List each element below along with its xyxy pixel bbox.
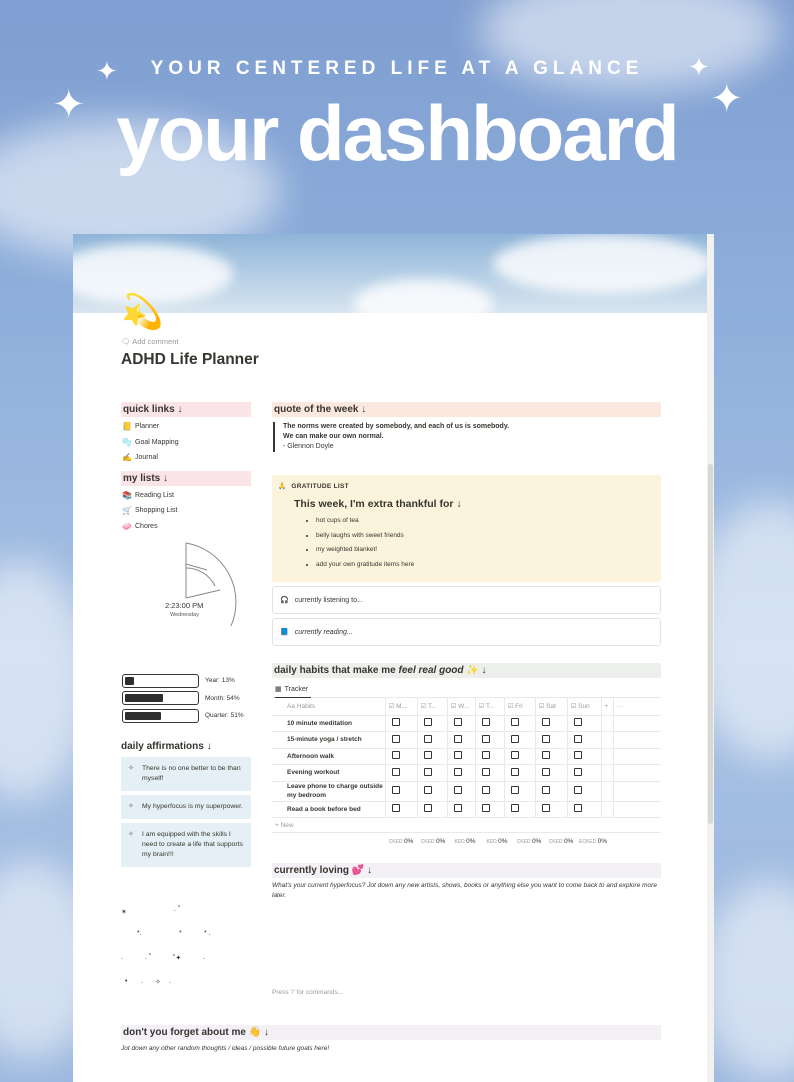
habit-cell	[475, 732, 504, 749]
calculation-cell[interactable]: KED 0%	[454, 838, 476, 845]
habit-cell	[447, 732, 475, 749]
more-options-button[interactable]: ···	[613, 698, 661, 715]
habit-checkbox[interactable]	[392, 751, 400, 759]
habit-cell	[535, 765, 567, 782]
affirmation-callout[interactable]: ✧ There is no one better to be than myself!	[121, 757, 251, 791]
habit-checkbox[interactable]	[542, 735, 550, 743]
habit-checkbox[interactable]	[574, 718, 582, 726]
loving-note[interactable]: What's your current hyperfocus? Jot down any new artists, shows, books or anything else you want to come back to and explore more later.	[272, 882, 657, 899]
star-decoration-icon: * .	[204, 930, 211, 937]
books-icon: 📚	[122, 490, 132, 500]
habit-name[interactable]: 10 minute meditation	[272, 715, 385, 732]
habit-checkbox[interactable]	[574, 804, 582, 812]
habit-cell	[475, 765, 504, 782]
right-column	[272, 402, 661, 996]
view-tabs	[272, 682, 661, 698]
book-icon: 📘	[280, 629, 289, 636]
empty-cell	[613, 765, 661, 782]
habit-checkbox[interactable]	[482, 804, 490, 812]
star-decoration-icon: ✧	[155, 979, 161, 986]
habit-cell	[385, 748, 417, 765]
list-link-chores[interactable]: 🧼 Chores	[122, 521, 158, 531]
loving-heading: currently loving 💕 ↓	[272, 863, 661, 878]
quick-link-goal-mapping[interactable]: 🫧 Goal Mapping	[122, 437, 179, 447]
star-decoration-icon: .	[141, 978, 143, 985]
habit-checkbox[interactable]	[542, 804, 550, 812]
notion-page	[73, 234, 714, 1082]
sparkles-icon: ✧	[128, 764, 134, 772]
habit-cell	[447, 748, 475, 765]
habit-cell	[385, 781, 417, 801]
habit-cell	[504, 781, 535, 801]
habit-checkbox[interactable]	[424, 718, 432, 726]
habit-cell	[417, 765, 447, 782]
hero-title: your dashboard	[116, 89, 678, 177]
habit-cell	[504, 715, 535, 732]
habit-cell	[447, 801, 475, 818]
checkbox-icon: ☑	[478, 703, 487, 711]
habit-checkbox[interactable]	[482, 751, 490, 759]
writing-hand-icon: ✍️	[122, 453, 132, 463]
column-header-habits[interactable]: Aa Habits	[272, 698, 385, 715]
affirmation-callout[interactable]: ✧ I am equipped with the skills I need to create a life that supports my brain!!!	[121, 823, 251, 867]
forget-note[interactable]: Jot down any other random thoughts / ideas / possible future goals here!	[121, 1045, 330, 1052]
affirmations-heading: daily affirmations ↓	[121, 740, 212, 752]
habit-name[interactable]: 15-minute yoga / stretch	[272, 732, 385, 749]
star-decoration-icon: ✶	[121, 909, 127, 916]
star-decoration-icon: *	[179, 930, 182, 937]
checkbox-icon: ☑	[420, 703, 429, 711]
checkbox-icon: ☑	[570, 703, 579, 711]
habit-checkbox[interactable]	[424, 751, 432, 759]
habit-checkbox[interactable]	[542, 786, 550, 794]
habit-cell	[504, 732, 535, 749]
reading-callout[interactable]: 📘 currently reading...	[272, 618, 661, 646]
list-item[interactable]: • my weighted blanket!	[316, 543, 655, 558]
habit-cell	[417, 748, 447, 765]
habit-checkbox[interactable]	[511, 786, 519, 794]
empty-cell	[613, 801, 661, 818]
progress-fill	[125, 712, 161, 720]
habit-checkbox[interactable]	[454, 804, 462, 812]
habit-cell	[567, 715, 601, 732]
habit-checkbox[interactable]	[482, 718, 490, 726]
my-lists-heading: my lists ↓	[121, 471, 251, 486]
empty-cell	[613, 715, 661, 732]
list-item[interactable]: • hot cups of tea	[316, 514, 655, 529]
habit-name[interactable]: Read a book before bed	[272, 801, 385, 818]
clock-time: 2:23:00 PM	[165, 601, 204, 610]
habit-checkbox[interactable]	[482, 735, 490, 743]
habit-cell	[447, 715, 475, 732]
listening-callout[interactable]: 🎧 currently listening to...	[272, 586, 661, 614]
habit-cell	[475, 781, 504, 801]
star-decoration-icon: •	[125, 978, 128, 985]
table-row[interactable]	[272, 801, 661, 818]
empty-block-placeholder[interactable]: Press '/' for commands...	[272, 989, 344, 996]
habit-checkbox[interactable]	[511, 804, 519, 812]
habit-cell	[504, 748, 535, 765]
calculation-cell[interactable]: CKED 0%	[548, 838, 574, 845]
soap-icon: 🧼	[122, 521, 132, 531]
star-decoration-icon: .	[203, 954, 205, 961]
habit-checkbox[interactable]	[574, 768, 582, 776]
sparkles-icon: ✧	[128, 830, 134, 838]
empty-cell	[613, 781, 661, 801]
quote-block[interactable]: The norms were created by somebody, and each of us is somebody. We can make our own normal. - Glennon Doyle	[273, 422, 661, 452]
empty-cell	[601, 801, 613, 818]
sparkle-icon: ✦	[52, 83, 86, 127]
progress-widget	[121, 672, 251, 725]
habit-checkbox[interactable]	[511, 768, 519, 776]
empty-cell	[601, 781, 613, 801]
headphones-icon: 🎧	[280, 597, 289, 604]
cover-image[interactable]	[73, 234, 714, 313]
progress-quarter: Quarter: 51%	[121, 707, 251, 725]
habit-checkbox[interactable]	[542, 768, 550, 776]
column-header-day[interactable]: ☑ Sat	[535, 698, 567, 715]
habit-cell	[535, 781, 567, 801]
habit-cell	[504, 801, 535, 818]
quote-heading: quote of the week ↓	[272, 402, 661, 417]
sparkles-icon: ✧	[128, 802, 134, 810]
calculation-cell[interactable]: ECKED 0%	[578, 838, 608, 845]
table-row[interactable]	[272, 715, 661, 732]
column-header-day[interactable]: ☑ Fri	[504, 698, 535, 715]
column-header-day[interactable]: ☑ T...	[417, 698, 447, 715]
habit-cell	[567, 748, 601, 765]
star-decoration-icon: .	[169, 978, 171, 985]
habit-checkbox[interactable]	[574, 735, 582, 743]
habit-checkbox[interactable]	[392, 735, 400, 743]
habit-checkbox[interactable]	[392, 768, 400, 776]
checkbox-icon: ☑	[450, 703, 459, 711]
table-row[interactable]	[272, 732, 661, 749]
list-link-shopping[interactable]: 🛒 Shopping List	[122, 506, 178, 516]
forget-heading: don't you forget about me 👋 ↓	[121, 1025, 661, 1040]
habit-checkbox[interactable]	[511, 735, 519, 743]
new-row-button[interactable]: + New	[272, 818, 661, 833]
add-column-button[interactable]: +	[601, 698, 613, 715]
star-decoration-icon: . ˚	[145, 954, 152, 961]
habit-cell	[385, 715, 417, 732]
habit-checkbox[interactable]	[454, 768, 462, 776]
bubbles-icon: 🫧	[122, 437, 132, 447]
column-header-day[interactable]: ☑ M...	[385, 698, 417, 715]
habit-cell	[535, 715, 567, 732]
habit-checkbox[interactable]	[454, 718, 462, 726]
habit-checkbox[interactable]	[482, 786, 490, 794]
habit-cell	[504, 765, 535, 782]
habit-checkbox[interactable]	[424, 804, 432, 812]
calculation-cell[interactable]: KED 0%	[486, 838, 508, 845]
quick-link-planner[interactable]: 📒 Planner	[122, 422, 160, 432]
sparkle-icon: ✦	[710, 77, 744, 121]
habit-checkbox[interactable]	[574, 751, 582, 759]
affirmation-callout[interactable]: ✧ My hyperfocus is my superpower.	[121, 795, 251, 819]
habit-checkbox[interactable]	[574, 786, 582, 794]
list-link-reading[interactable]: 📚 Reading List	[122, 490, 174, 500]
habit-checkbox[interactable]	[424, 786, 432, 794]
star-decoration-icon: *.	[137, 930, 142, 937]
list-item[interactable]: • belly laughs with sweet friends	[316, 529, 655, 544]
column-header-day[interactable]: ☑ W...	[447, 698, 475, 715]
gratitude-heading: This week, I'm extra thankful for ↓	[294, 498, 462, 510]
habit-cell	[417, 781, 447, 801]
star-decoration-icon: . ˚	[174, 906, 181, 913]
calculation-cell[interactable]: CKED 0%	[420, 838, 446, 845]
column-header-day[interactable]: ☑ Sun	[567, 698, 601, 715]
progress-fill	[125, 677, 134, 685]
habit-cell	[535, 748, 567, 765]
calculation-row	[272, 833, 661, 850]
sparkle-icon: ✦	[688, 52, 710, 82]
calculation-cell[interactable]: CKED 0%	[388, 838, 414, 845]
habit-checkbox[interactable]	[482, 768, 490, 776]
checkbox-icon: ☑	[507, 703, 516, 711]
habit-name[interactable]: Evening workout	[272, 765, 385, 782]
habit-cell	[475, 748, 504, 765]
empty-cell	[601, 765, 613, 782]
habit-checkbox[interactable]	[542, 718, 550, 726]
hero-subtitle: YOUR CENTERED LIFE AT A GLANCE	[150, 58, 644, 79]
comment-icon: 🗨	[121, 337, 131, 346]
habit-checkbox[interactable]	[424, 768, 432, 776]
quick-link-journal[interactable]: ✍️ Journal	[122, 453, 158, 463]
checkbox-icon: ☑	[388, 703, 397, 711]
calculation-cell[interactable]: CKED 0%	[516, 838, 542, 845]
sparkle-icon: ✦	[96, 56, 118, 86]
habit-cell	[567, 765, 601, 782]
cart-icon: 🛒	[122, 506, 132, 516]
progress-fill	[125, 694, 163, 702]
habit-cell	[535, 732, 567, 749]
forget-section	[121, 1025, 661, 1054]
progress-year: Year: 13%	[121, 672, 251, 690]
progress-month: Month: 54%	[121, 690, 251, 708]
add-comment-button[interactable]: 🗨 Add comment	[121, 337, 179, 346]
table-icon: ▦	[275, 686, 282, 693]
habit-cell	[567, 781, 601, 801]
empty-cell	[613, 732, 661, 749]
quick-links-heading: quick links ↓	[121, 402, 251, 417]
habit-cell	[535, 801, 567, 818]
praying-hands-icon: 🙏	[278, 483, 287, 490]
gratitude-callout[interactable]: 🙏 GRATITUDE LIST This week, I'm extra thankful for ↓ • hot cups of tea • belly laughs with sweet friends • my weighted blanket! • add your own gratitude items here	[272, 475, 661, 582]
habits-table	[272, 698, 661, 818]
list-item[interactable]: • add your own gratitude items here	[316, 558, 655, 573]
habit-checkbox[interactable]	[454, 735, 462, 743]
habit-cell	[417, 732, 447, 749]
empty-cell	[613, 748, 661, 765]
habit-cell	[567, 801, 601, 818]
habit-cell	[447, 765, 475, 782]
empty-cell	[601, 748, 613, 765]
scrollbar[interactable]	[707, 234, 714, 1082]
habit-cell	[417, 801, 447, 818]
empty-cell	[601, 732, 613, 749]
habit-checkbox[interactable]	[454, 751, 462, 759]
habits-heading: daily habits that make me feel real good ✨ ↓	[272, 663, 661, 678]
tab-tracker[interactable]: ▦ Tracker	[275, 682, 311, 698]
star-decoration-icon: .	[121, 954, 123, 961]
habit-checkbox[interactable]	[392, 804, 400, 812]
star-decoration-icon: ˚✦	[173, 955, 182, 962]
habit-cell	[447, 781, 475, 801]
habit-cell	[567, 732, 601, 749]
habit-checkbox[interactable]	[511, 751, 519, 759]
clock-widget	[121, 540, 251, 660]
habit-cell	[475, 801, 504, 818]
empty-cell	[601, 715, 613, 732]
habit-name[interactable]: Leave phone to charge outside my bedroom	[272, 781, 385, 801]
clock-face-icon	[121, 540, 251, 635]
page-title[interactable]: ADHD Life Planner	[121, 351, 259, 368]
left-column	[121, 402, 251, 867]
table-row[interactable]	[272, 781, 661, 801]
column-header-day[interactable]: ☑ T...	[475, 698, 504, 715]
table-row[interactable]	[272, 765, 661, 782]
habit-checkbox[interactable]	[424, 735, 432, 743]
habit-checkbox[interactable]	[392, 786, 400, 794]
habit-cell	[417, 715, 447, 732]
page-icon[interactable]: 💫	[121, 293, 164, 331]
habit-checkbox[interactable]	[511, 718, 519, 726]
table-row[interactable]	[272, 748, 661, 765]
habit-name[interactable]: Afternoon walk	[272, 748, 385, 765]
checkbox-icon: ☑	[538, 703, 547, 711]
habit-checkbox[interactable]	[542, 751, 550, 759]
habit-cell	[475, 715, 504, 732]
habit-cell	[385, 732, 417, 749]
clock-day: Wednesday	[170, 612, 199, 618]
habit-checkbox[interactable]	[392, 718, 400, 726]
notebook-icon: 📒	[122, 422, 132, 432]
habit-cell	[385, 765, 417, 782]
habit-cell	[385, 801, 417, 818]
habit-checkbox[interactable]	[454, 786, 462, 794]
